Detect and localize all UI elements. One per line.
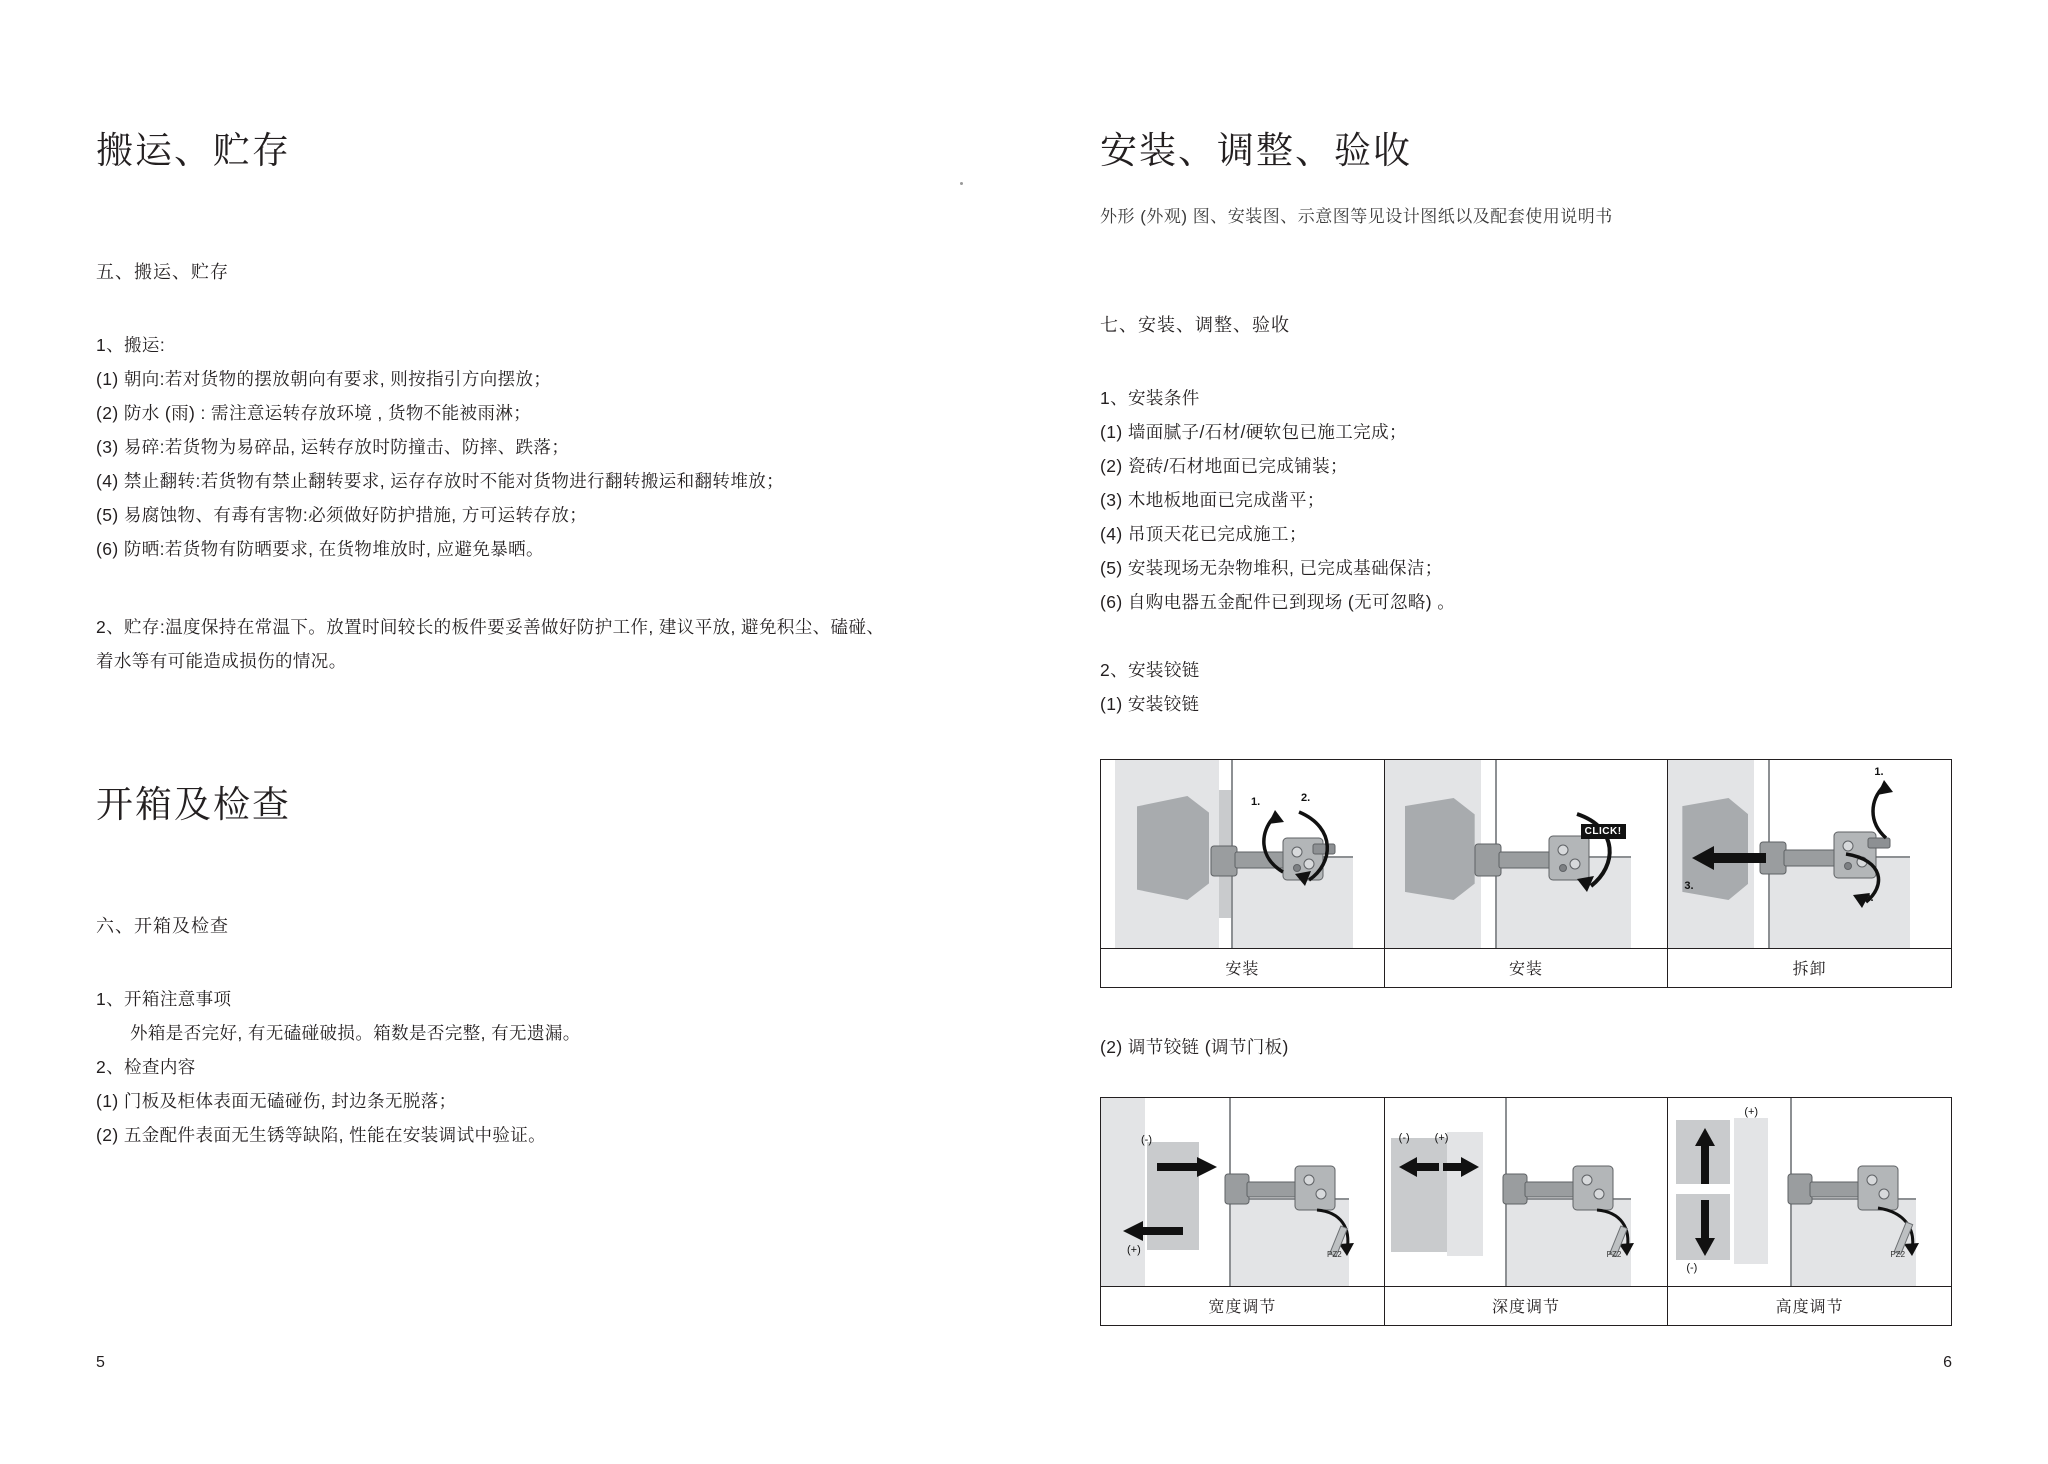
list-item: (5) 安装现场无杂物堆积, 已完成基础保洁；: [1100, 558, 1443, 578]
minus-label: (-): [1686, 1262, 1698, 1274]
step2-arrow-icon: [1289, 806, 1345, 890]
stray-dot-mark: [960, 182, 963, 185]
list-item: (3) 木地板地面已完成凿平；: [1100, 490, 1325, 510]
storage-paragraph: 2、贮存:温度保持在常温下。放置时间较长的板件要妥善做好防护工作, 建议平放, 避免积尘、磕碰、着水等有可能造成损伤的情况。: [96, 617, 885, 671]
install-conditions-list: [1100, 381, 1952, 619]
list-item: (5) 易腐蚀物、有毒有害物:必须做好防护措施, 方可运转存放；: [96, 505, 588, 525]
figure-caption: 拆卸: [1668, 948, 1951, 987]
figure-caption: 深度调节: [1385, 1286, 1668, 1325]
page-title-transport: 搬运、贮存: [96, 130, 291, 171]
page-right: [1024, 0, 2048, 1464]
figure-hinge-install: [1100, 759, 1952, 988]
page-title-unboxing: 开箱及检查: [96, 784, 291, 825]
figure-art-height-adjust: [1668, 1098, 1951, 1286]
page-title-install: 安装、调整、验收: [1100, 130, 1412, 171]
step2-label: 2.: [1301, 792, 1311, 804]
list-item: (1) 朝向:若对货物的摆放朝向有要求, 则按指引方向摆放；: [96, 369, 552, 389]
page-number-left: 5: [96, 1354, 105, 1371]
list-item: (2) 五金配件表面无生锈等缺陷, 性能在安装调试中验证。: [96, 1125, 547, 1145]
figure-art-width-adjust: [1101, 1098, 1384, 1286]
figure-art-install-1: [1101, 760, 1384, 948]
click-arrow-icon: [1569, 810, 1627, 894]
screwdriver-icon: [1874, 1204, 1932, 1270]
plus-label: (+): [1127, 1244, 1141, 1256]
list-lead: 2、检查内容: [96, 1057, 196, 1077]
list-item: (1) 安装铰链: [1100, 694, 1200, 714]
section-gap: [96, 678, 904, 774]
figure-caption: 安装: [1101, 948, 1384, 987]
storage-paragraph-wrap: [96, 610, 904, 678]
step1-label: 1.: [1874, 766, 1884, 778]
list-item: (4) 禁止翻转:若货物有禁止翻转要求, 运存存放时不能对货物进行翻转搬运和翻转堆放；: [96, 471, 785, 491]
list-lead: 1、开箱注意事项: [96, 989, 232, 1009]
hinge-install-list: [1100, 653, 1952, 721]
screwdriver-icon: [1311, 1206, 1365, 1270]
list-lead: 2、安装铰链: [1100, 660, 1200, 680]
step3-arrow-icon: [1690, 842, 1768, 876]
heading-install: 七、安装、调整、验收: [1100, 315, 1290, 335]
figure-art-install-2: [1385, 760, 1668, 948]
click-label: CLICK!: [1581, 824, 1626, 839]
plus-label: (+): [1744, 1106, 1759, 1118]
driver-label: PZ2: [1327, 1250, 1342, 1259]
page-subtitle: 外形 (外观) 图、安装图、示意图等见设计图纸以及配套使用说明书: [1100, 207, 1613, 226]
figure-cell: [1101, 760, 1385, 987]
list-lead: 1、搬运:: [96, 335, 166, 355]
list-item-indented: 外箱是否完好, 有无磕碰破损。箱数是否完整, 有无遗漏。: [130, 1023, 581, 1043]
heading-transport: 五、搬运、贮存: [96, 262, 229, 282]
width-arrow-left-icon: [1121, 1220, 1183, 1242]
list-item: (1) 门板及柜体表面无磕碰伤, 封边条无脱落；: [96, 1091, 457, 1111]
figure-art-remove: [1668, 760, 1951, 948]
depth-arrows-icon: [1399, 1156, 1479, 1178]
figure-art-depth-adjust: [1385, 1098, 1668, 1286]
list-item: (1) 墙面腻子/石材/硬软包已施工完成；: [1100, 422, 1407, 442]
step1-arrow-icon: [1253, 808, 1293, 878]
screwdriver-icon: [1591, 1206, 1645, 1270]
step2-label: 2.: [1864, 892, 1874, 904]
figure-caption: 宽度调节: [1101, 1286, 1384, 1325]
step1-arrow-icon: [1864, 778, 1898, 842]
step3-label: 3.: [1684, 880, 1694, 892]
unboxing-list: [96, 982, 904, 1152]
figure-caption: 高度调节: [1668, 1286, 1951, 1325]
figure-caption: 安装: [1385, 948, 1668, 987]
figure-cell: [1668, 760, 1951, 987]
list-item: (3) 易碎:若货物为易碎品, 运转存放时防撞击、防摔、跌落；: [96, 437, 570, 457]
list-item: (4) 吊顶天花已完成施工；: [1100, 524, 1307, 544]
driver-label: PZ2: [1890, 1250, 1906, 1259]
driver-label: PZ2: [1606, 1250, 1622, 1259]
figure-cell: [1385, 760, 1669, 987]
height-arrow-up-icon: [1694, 1128, 1716, 1184]
plus-label: (+): [1434, 1132, 1449, 1144]
transport-list: [96, 328, 904, 566]
step1-label: 1.: [1251, 796, 1261, 808]
minus-label: (-): [1141, 1134, 1152, 1146]
width-arrow-right-icon: [1157, 1156, 1219, 1178]
list-item: (6) 自购电器五金配件已到现场 (无可忽略) 。: [1100, 592, 1456, 612]
heading-unboxing: 六、开箱及检查: [96, 916, 229, 936]
figure-hinge-adjust: [1100, 1097, 1952, 1326]
page-number-right: 6: [1943, 1354, 1952, 1371]
list-item: (2) 瓷砖/石材地面已完成铺装；: [1100, 456, 1348, 476]
height-arrow-down-icon: [1694, 1200, 1716, 1256]
figure-cell: [1385, 1098, 1669, 1325]
figure-cell: [1668, 1098, 1951, 1325]
list-item: (2) 防水 (雨) : 需注意运转存放环境 , 货物不能被雨淋；: [96, 403, 532, 423]
figure-2-note: (2) 调节铰链 (调节门板): [1100, 1037, 1289, 1057]
minus-label: (-): [1398, 1132, 1410, 1144]
figure-cell: [1101, 1098, 1385, 1325]
list-lead: 1、安装条件: [1100, 388, 1200, 408]
list-item: (6) 防晒:若货物有防晒要求, 在货物堆放时, 应避免暴晒。: [96, 539, 544, 559]
